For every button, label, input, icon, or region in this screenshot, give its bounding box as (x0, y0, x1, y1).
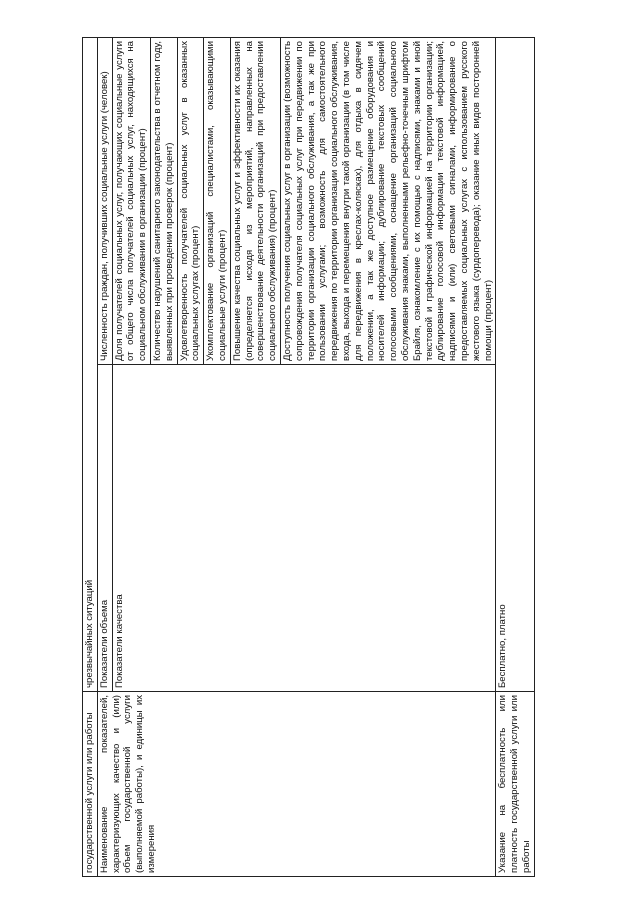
volume-indicators-label: Показатели объема (97, 365, 112, 692)
quality-indicator: Доступность получения социальных услуг в организации (возможность сопровождения получателя социальных услуг при передвижении по территории организации социального обслуживания, а так же при пользовании услугами; возможность для самостоятельного передвижения по территории организации социального обслуживания, входа, выхода и перемещения внутри такой организации (в том числе для передвижения в креслах-колясках), для отдыха в сидячем положении, а так же доступное размещение оборудования и носителей информации; дублирование текстовых сообщений голосовыми сообщениями, оснащение организаций социального обслуживания знаками, выполненными рельефно-точечным шрифтом Брайля, ознакомление с их помощью с надписями, знаками и иной текстовой и графической информацией на территории организации; дублирование голосовой информации текстовой информацией, надписями и (или) световыми сигналами, информирование о предоставляемых социальных услугах с использованием русского жестового языка (сурдоперевода); оказание иных видов посторонней помощи (процент) (280, 38, 495, 365)
cell-text: чрезвычайных ситуаций (83, 38, 98, 692)
quality-indicator: Удовлетворенность получателей социальных услуг в оказанных социальных услугах (процент) (177, 38, 204, 365)
row-label-payment: Указание на бесплатность или платность государственной услуги или работы (496, 692, 534, 877)
quality-indicator: Количество нарушений санитарного законодательства в отчетном году, выявленных при проведении проверок (процент) (150, 38, 177, 365)
table-row (83, 38, 98, 877)
volume-indicator: Численность граждан, получивших социальные услуги (человек) (97, 38, 112, 365)
table-row (496, 38, 534, 877)
row-label-indicators: Наименование показателей, характеризующих качество и (или) объем государственной услуги (выполняемой работы), и единицы их измерения (97, 692, 496, 877)
document-table (82, 37, 535, 877)
quality-indicator: Повышение качества социальных услуг и эффективности их оказания (определяется исходя из мероприятий, направленных на совершенствование деятельности организаций при предоставлении социального обслуживания) (процент) (230, 38, 280, 365)
payment-value: Бесплатно, платно (496, 38, 534, 692)
quality-indicator: Укомплектование организаций специалистами, оказывающими социальные услуги (процент) (204, 38, 231, 365)
quality-indicators-label: Показатели качества (112, 365, 496, 692)
quality-indicator: Доля получателей социальных услуг, получающих социальные услуги от общего числа получателей социальных услуг, находящихся на социальном обслуживании в организации (процент) (112, 38, 150, 365)
row-label: государственной услуги или работы (83, 692, 98, 877)
table-row (97, 38, 112, 877)
